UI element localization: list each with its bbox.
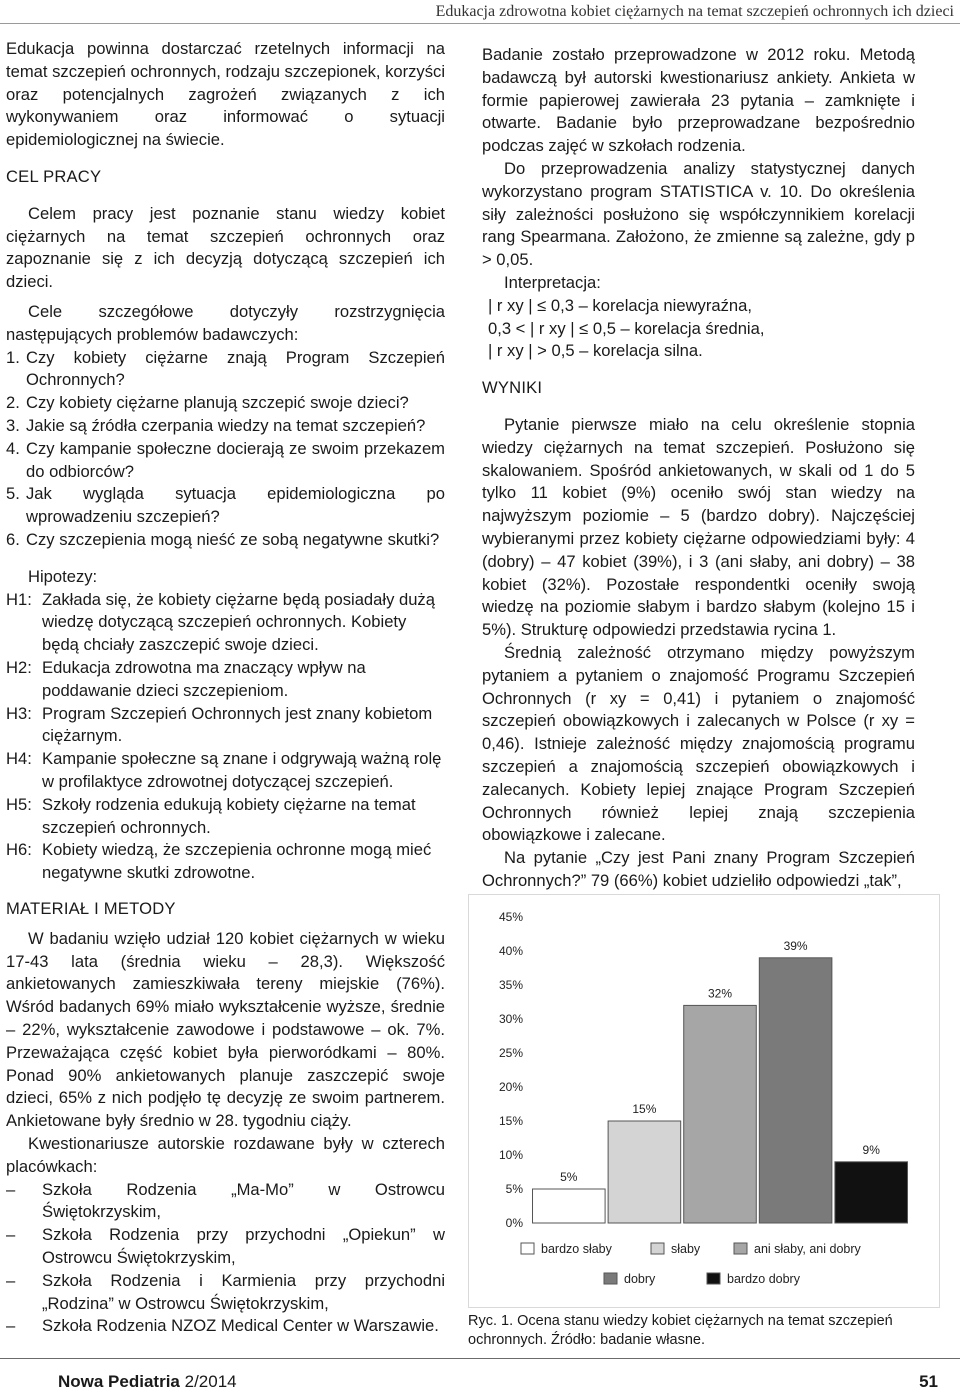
bar [684,1005,757,1223]
hypothesis-item: H4: Kampanie społeczne są znane i odgrywają ważną rolę w profilaktyce zdrowotnej dotyczącej szczepień. [6,749,442,791]
aim-heading: CEL PRACY [6,166,102,186]
methods-heading: MATERIAŁ I METODY [6,899,176,918]
figure-caption: Ryc. 1. Ocena stanu wiedzy kobiet ciężarnych na temat szczepień ochronnych. Źródło: badanie własne. [468,1313,893,1348]
y-tick-label: 45% [498,910,523,924]
journal-name: Nowa Pediatria [58,1372,180,1391]
problem-item: 3. Jakie są źródła czerpania wiedzy na temat szczepień? [6,415,426,435]
running-head-text: Edukacja zdrowotna kobiet ciężarnych na temat szczepień ochronnych ich dzieci [435,3,954,20]
y-tick-label: 40% [498,944,523,958]
statistics-paragraph: Do przeprowadzenia analizy statystycznej danych wykorzystano program STATISTICA v. 10. Do określenia siły zależności posłużono się współczynnikiem korelacji rang Spearmana. Założono, że zmienne są zależne, gdy p > 0,05. [482,158,915,270]
legend-swatch [521,1243,534,1254]
y-tick-label: 0% [505,1216,523,1230]
legend-label: ani słaby, ani dobry [754,1242,861,1256]
facility-item: – Szkoła Rodzenia NZOZ Medical Center w Warszawie. [6,1316,439,1336]
footer-rule [0,1358,960,1359]
legend-label: dobry [624,1272,656,1286]
problem-item: 4. Czy kampanie społeczne docierają ze swoim przekazem do odbiorców? [6,438,445,481]
problem-item: 1. Czy kobiety ciężarne znają Program Szczepień Ochronnych? [6,347,445,390]
knowledge-bar-chart [469,895,939,1307]
bar [608,1121,681,1223]
results-paragraph-2: Średnią zależność otrzymano między powyższym pytaniem a pytaniem o znajomość Programu Szczepień Ochronnych (r xy = 0,41) i pytaniem o znajomość szczepień obowiązkowych i zalecanych w Polsce (r xy = 0,46). Istnieje zależność między znajomością programu szczepień a znajomością szczepień obowiązkowych i zalecanych. Kobiety lepiej znające Program Szczepień Ochronnych również lepiej znają szczepienia obowiązkowe i zalecane. [482,642,915,845]
hypothesis-item: H3: Program Szczepień Ochronnych jest znany kobietom ciężarnym. [6,703,433,746]
bar [533,1189,606,1223]
facilities-intro: Kwestionariusze autorskie rozdawane były w czterech placówkach: [6,1133,445,1176]
formula-medium: 0,3 < | r xy | ≤ 0,5 – korelacja średnia, [488,318,765,338]
results-paragraph-3: Na pytanie „Czy jest Pani znany Program Szczepień Ochronnych?” 79 (66%) kobiet udzieliło odpowiedzi „tak”, [482,848,915,890]
legend-swatch [734,1243,747,1254]
bar-value-label: 39% [783,938,808,953]
left-column-top [6,38,445,885]
legend-swatch [651,1243,664,1254]
aim-paragraph: Celem pracy jest poznanie stanu wiedzy kobiet ciężarnych na temat szczepień ochronnych oraz zapoznanie się z ich decyzją dotyczącą szczepień ich dzieci. [6,203,445,292]
legend-label: bardzo słaby [541,1242,612,1256]
hypothesis-item: H2: Edukacja zdrowotna ma znaczący wpływ na poddawanie dzieci szczepieniom. [6,657,366,700]
y-tick-label: 5% [505,1182,523,1196]
goals-intro: Cele szczegółowe dotyczyły rozstrzygnięcia następujących problemów badawczych: [6,301,445,344]
hypotheses-list [6,589,445,885]
bar [759,958,832,1223]
methods-paragraph: W badaniu wzięło udział 120 kobiet ciężarnych w wieku 17-43 lata (średnia wieku – 28,3). Większość ankietowanych zamieszkiwała tereny miejskie (76%). Wśród badanych 69% miało wykształcenie wyższe, średnie – 22%, wykształcenie zawodowe i podstawowe – ok. 7%. Przeważająca część kobiet była pierworódkami – 80%. Ponad 90% ankietowanych planuje zaszczepić swoje dzieci, 65% z nich podjęło tę decyzję ze swoim partnerem. Ankietowane były średnio w 28. tygodniu ciąży. [6,928,445,1131]
facility-item: – Szkoła Rodzenia „Ma-Mo” w Ostrowcu Świętokrzyskim, [6,1179,445,1222]
facility-item: – Szkoła Rodzenia przy przychodni „Opiekun” w Ostrowcu Świętokrzyskim, [6,1225,445,1267]
y-tick-label: 30% [498,1012,523,1026]
y-tick-label: 15% [498,1114,523,1128]
bar-value-label: 5% [560,1170,578,1184]
hypothesis-item: H6: Kobiety wiedzą, że szczepienia ochronne mogą mieć negatywne skutki zdrowotne. [6,840,432,883]
formula-strong: | r xy | > 0,5 – korelacja silna. [488,341,703,361]
hypotheses-heading: Hipotezy: [28,566,98,586]
intro-paragraph: Edukacja powinna dostarczać rzetelnych informacji na temat szczepień ochronnych, rodzaju szczepionek, korzyści oraz potencjalnych zagrożeń związanych z ich wykonywaniem oraz informować o sytuacji epidemiologicznej na świecie. [6,39,446,150]
hypothesis-item: H1: Zakłada się, że kobiety ciężarne będą posiadały dużą wiedzę dotyczącą szczepień ochronnych. Kobiety będą chciały zaszczepić swoje dzieci. [6,589,435,655]
facilities-list [6,1179,445,1339]
results-heading: WYNIKI [482,378,543,398]
legend-swatch [707,1273,720,1284]
y-tick-label: 20% [498,1080,523,1094]
y-tick-label: 25% [498,1046,523,1060]
methods-section [6,898,445,1338]
study-paragraph: Badanie zostało przeprowadzone w 2012 roku. Metodą badawczą był autorski kwestionariusz ankiety. Ankieta w formie papierowej zawierała 23 pytania – zamknięte i otwarte. Badanie było przeprowadzane bezpośrednio podczas zajęć w szkołach rodzenia. [482,45,915,156]
facility-item: – Szkoła Rodzenia i Karmienia przy przychodni „Rodzina” w Ostrowcu Świętokrzyskim, [6,1270,445,1313]
legend-label: bardzo dobry [727,1272,800,1286]
right-column [482,44,915,893]
problem-item: 6. Czy szczepienia mogą nieść ze sobą negatywne skutki? [6,529,440,549]
hypothesis-item: H5: Szkoły rodzenia edukują kobiety ciężarne na temat szczepień ochronnych. [6,794,416,837]
problem-item: 2. Czy kobiety ciężarne planują szczepić swoje dzieci? [6,393,409,413]
problem-item: 5. Jak wygląda sytuacja epidemiologiczna po wprowadzeniu szczepień? [6,484,445,527]
formula-weak: | r xy | ≤ 0,3 – korelacja niewyraźna, [488,295,752,315]
header-rule [0,23,960,24]
research-problems-list [6,347,445,552]
page-number: 51 [919,1372,938,1391]
bar [835,1162,908,1223]
legend-label: słaby [671,1242,701,1256]
results-paragraph-1: Pytanie pierwsze miało na celu określenie stopnia wiedzy ciężarnych na temat szczepień. Posłużono się skalowaniem. Spośród ankietowanych, w skali od 1 do 5 tylko 11 kobiet (9%) oceniło swój stan wiedzy na najwyższym poziomie – 5 (bardzo dobry). Najczęściej wybieranymi przez kobiety ciężarne odpowiedziami były: 4 (dobry) – 47 kobiet (39%), i 3 (ani słaby, ani dobry) – 38 kobiet (32%). Pozostałe respondentki oceniły swoją wiedzę na poziomie słabym i bardzo słabym (kolejno 15 i 5%). Strukturę odpowiedzi przedstawia rycina 1. [482,414,915,640]
journal-issue: 2/2014 [184,1372,237,1391]
bar-value-label: 15% [632,1102,657,1116]
figure-frame [468,894,940,1308]
legend-swatch [604,1273,617,1284]
interpretation-heading: Interpretacja: [504,272,601,292]
y-tick-label: 35% [498,978,523,992]
journal-footer [58,1372,237,1392]
bar-value-label: 9% [862,1142,880,1157]
y-tick-label: 10% [498,1148,523,1162]
bar-value-label: 32% [707,986,733,1001]
